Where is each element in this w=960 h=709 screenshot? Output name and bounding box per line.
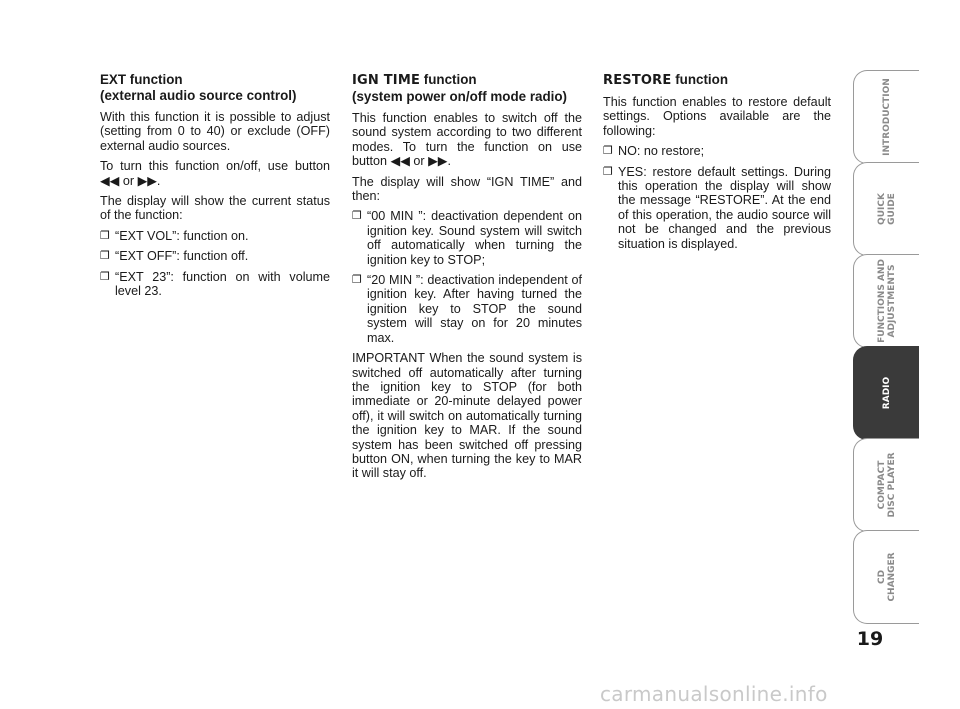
column-restore-function [603, 72, 831, 257]
restore-bullet-text: YES: restore default settings. During this operation the display will show the message “RESTORE”. At the end of this operation, the audio source will not be changed and the previous situation is displayed. [618, 164, 831, 251]
column-ext-function [100, 72, 330, 304]
ign-bullet-item [352, 273, 582, 345]
ign-bullet-text: “20 MIN ”: deactivation independent of ignition key. After having turned the ignition key to STOP the sound system will stay on for 20 minutes max. [367, 273, 582, 345]
ign-paragraph-1: This function enables to switch off the sound system according to two different modes. To turn the function on use button ◀◀ or ▶▶. [352, 111, 582, 169]
restore-title-suffix: function [675, 72, 729, 87]
ext-bullet-text: “EXT OFF”: function off. [115, 249, 249, 264]
restore-title: RESTORE [603, 73, 672, 88]
tab-label: QUICK GUIDE [876, 193, 897, 225]
ext-paragraph-3: The display will show the current status of the function: [100, 194, 330, 223]
checkbox-bullet-icon: ❐ [100, 249, 110, 263]
ign-important-note: IMPORTANT When the sound system is switched off automatically after turning the ignition key to STOP (for both immediate or 20-minute delayed power off), it will switch on automatically turning the ignition key to MAR. If the sound system has been switched off pressing button ON, when turning the key to MAR it will stay off. [352, 351, 582, 481]
checkbox-bullet-icon: ❐ [100, 228, 110, 242]
page-number: 19 [856, 628, 884, 650]
tab-compact-disc-player[interactable] [853, 438, 919, 532]
restore-bullet-item [603, 144, 831, 158]
tab-label: RADIO [881, 376, 892, 410]
tab-label: FUNCTIONS AND ADJUSTMENTS [876, 259, 897, 343]
ign-title-suffix: function [423, 72, 477, 87]
tab-label: COMPACT DISC PLAYER [876, 452, 897, 518]
ext-paragraph-1: With this function it is possible to adjust (setting from 0 to 40) or exclude (OFF) external audio sources. [100, 110, 330, 153]
watermark: carmanualsonline.info [600, 682, 828, 706]
ext-paragraph-2: To turn this function on/off, use button ◀◀ or ▶▶. [100, 159, 330, 188]
ign-title: IGN TIME [352, 73, 421, 88]
ign-paragraph-2: The display will show “IGN TIME” and then: [352, 174, 582, 204]
ext-bullet-item [100, 229, 330, 243]
restore-bullet-item [603, 165, 831, 251]
ign-title-line [352, 72, 582, 89]
tab-introduction[interactable] [853, 70, 919, 164]
restore-bullet-text: NO: no restore; [618, 144, 705, 159]
tab-radio[interactable] [853, 346, 919, 440]
restore-heading [603, 72, 831, 89]
column-ign-time-function [352, 72, 582, 487]
ext-bullet-text: “EXT 23”: function on with volume level 23. [115, 269, 330, 299]
tab-cd-changer[interactable] [853, 530, 919, 624]
tab-functions-and-adjustments[interactable] [853, 254, 919, 348]
ign-bullet-item [352, 209, 582, 267]
ext-heading [100, 72, 330, 104]
ext-subtitle: (external audio source control) [100, 88, 297, 103]
ign-bullet-text: “00 MIN ”: deactivation dependent on ignition key. Sound system will switch off automatically when turning the ignition key to STOP; [367, 209, 582, 267]
checkbox-bullet-icon: ❐ [352, 209, 362, 223]
ext-title: EXT function [100, 72, 183, 87]
checkbox-bullet-icon: ❐ [352, 273, 362, 287]
tab-quick-guide[interactable] [853, 162, 919, 256]
checkbox-bullet-icon: ❐ [100, 269, 110, 283]
checkbox-bullet-icon: ❐ [603, 164, 613, 178]
ign-heading [352, 72, 582, 105]
checkbox-bullet-icon: ❐ [603, 144, 613, 158]
tab-label: INTRODUCTION [881, 78, 892, 156]
tab-label: CD CHANGER [876, 552, 897, 602]
ext-bullet-item [100, 249, 330, 263]
ext-bullet-text: “EXT VOL”: function on. [115, 228, 249, 243]
ign-subtitle: (system power on/off mode radio) [352, 89, 568, 104]
ext-bullet-item [100, 270, 330, 299]
restore-paragraph-1: This function enables to restore default settings. Options available are the following: [603, 95, 831, 138]
